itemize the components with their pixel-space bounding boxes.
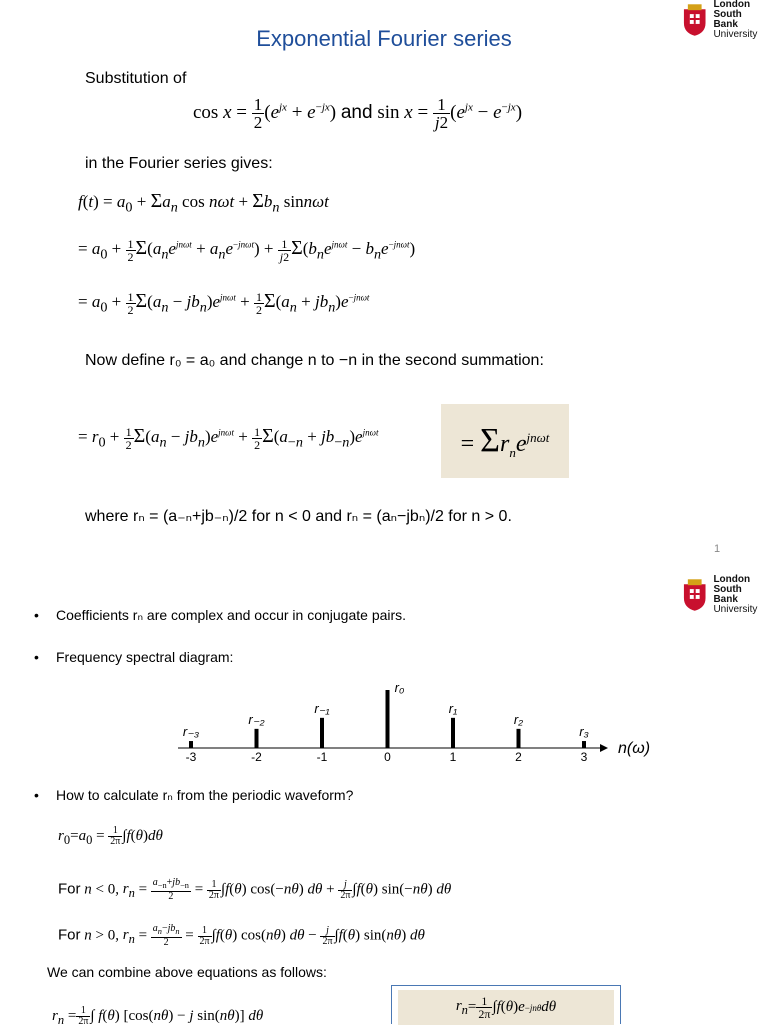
gives-label: in the Fourier series gives: [85,155,273,172]
boxed-exponential-series: = $\Sigma r_ne^{jn\omega t}$ [441,404,569,478]
r0-equation: $r_0=a_0$ = $\frac{1}{2\pi}$ ∫f(θ)dθ [58,825,163,847]
define-text: Now define r₀ = a₀ and change n to −n in the second summation: [85,352,544,369]
spectrum-bar [255,729,259,748]
spectrum-bar [582,741,586,748]
fourier-eq-line-2: = $a_0$ + $\frac{1}{2}$ $\Sigma(a_ne^{jn\omega t} + a_ne^{-jn\omega t})$ + $\frac{1}{j2}$ $\Sigma(b_ne^{jn\omega t} - b_ne^{-jn\omega t})$ [78,236,416,264]
spectrum-bar-label: r₂ [513,711,524,727]
spectrum-bar-label: r₃ [579,724,589,740]
spectrum-tick-label: 3 [580,750,588,764]
spectrum-tick-label: -3 [185,750,197,764]
page-number: 1 [714,543,721,555]
axis-arrow-icon [600,744,608,752]
spectrum-bar-label: r₀ [394,680,405,695]
negative-n-equation: For n < 0, $r_n$ = $\frac{a_{-n}+jb_{-n}}{2}$ = $\frac{1}{2\pi}$ ∫f(θ) cos(−nθ) dθ + $\frac{j}{2\pi}$ ∫f(θ) sin(−nθ) dθ [58,877,452,902]
logo-line3: University [713,29,758,40]
spectrum-tick-label: -1 [316,750,328,764]
logo-line2: South Bank [713,9,742,30]
spectrum-bar-label: r₁ [448,700,458,716]
spectrum-tick-label: 2 [515,750,522,764]
fourier-eq-line-1: $f(t) = a_0 + \Sigma a_n$ $\cos n\omega t + \Sigma b_n$ sinnωt [78,190,329,216]
boxed-rn-formula: $r_n$ = $\frac{1}{2\pi}$ ∫ f ( θ ) e −jnθ dθ [391,985,621,1024]
fourier-eq-line-4: = $r_0$ + $\frac{1}{2}$ $\Sigma(a_n - jb_n)e^{jn\omega t}$ + $\frac{1}{2}$ $\Sigma(a_{-n} + jb_{-n})e^{jn\omega t}$ [78,424,379,452]
bullet-how-to-calculate: • How to calculate rₙ from the periodic waveform? [56,787,353,804]
logo-line2: South Bank [713,584,742,605]
substitution-label: Substitution of [85,70,187,87]
spectrum-bar [386,690,390,748]
crest-icon [680,578,709,612]
positive-n-equation: For n > 0, $r_n$ = $\frac{a_n-jb_n}{2}$ = $\frac{1}{2\pi}$ ∫f(θ) cos(nθ) dθ − $\frac{j}{2\pi}$ ∫f(θ) sin(nθ) dθ [58,923,425,948]
bullet-conjugate-pairs: • Coefficients rₙ are complex and occur in conjugate pairs. [56,607,406,624]
combined-equation: $r_n$ = $\frac{1}{2\pi}$ ∫ f(θ) [cos(nθ) − j sin(nθ)] dθ [52,1005,264,1027]
spectrum-tick-label: -2 [251,750,262,764]
spectrum-bar [189,741,193,748]
substitution-equation: cos x = $\frac{1}{2}$ $(e^{jx} + e^{-jx})$ and sin x = $\frac{1}{j2}$ $(e^{jx} - e^{-jx})$ [193,95,523,132]
logo-line3: University [713,604,758,615]
fourier-eq-line-3: = $a_0$ + $\frac{1}{2}$ $\Sigma(a_n - jb_n)e^{jn\omega t}$ + $\frac{1}{2}$ $\Sigma(a_n + jb_n)e^{-jn\omega t}$ [78,289,370,317]
logo-line1: London [713,0,751,10]
logo-line1: London [713,574,751,585]
combine-text: We can combine above equations as follows: [47,964,327,980]
spectrum-tick-label: 1 [449,750,457,764]
slide-title: Exponential Fourier series [256,26,512,51]
spectrum-bar-label: r₋₃ [182,724,200,740]
spectrum-bar-label: r₋₂ [248,711,265,727]
spectrum-bar [517,729,521,748]
spectrum-bar [451,718,455,748]
frequency-spectrum-diagram [170,670,670,770]
spectrum-bar-label: r₋₁ [314,700,330,716]
spectrum-bar [320,718,324,748]
spectrum-tick-label: 0 [384,750,391,764]
bullet-spectral-diagram: • Frequency spectral diagram: [56,649,233,665]
university-logo-2 [680,575,768,615]
spectrum-axis-label: n(ω) [618,740,651,757]
where-text: where rₙ = (a₋ₙ+jb₋ₙ)/2 for n < 0 and rₙ = (aₙ−jbₙ)/2 for n > 0. [85,508,512,525]
